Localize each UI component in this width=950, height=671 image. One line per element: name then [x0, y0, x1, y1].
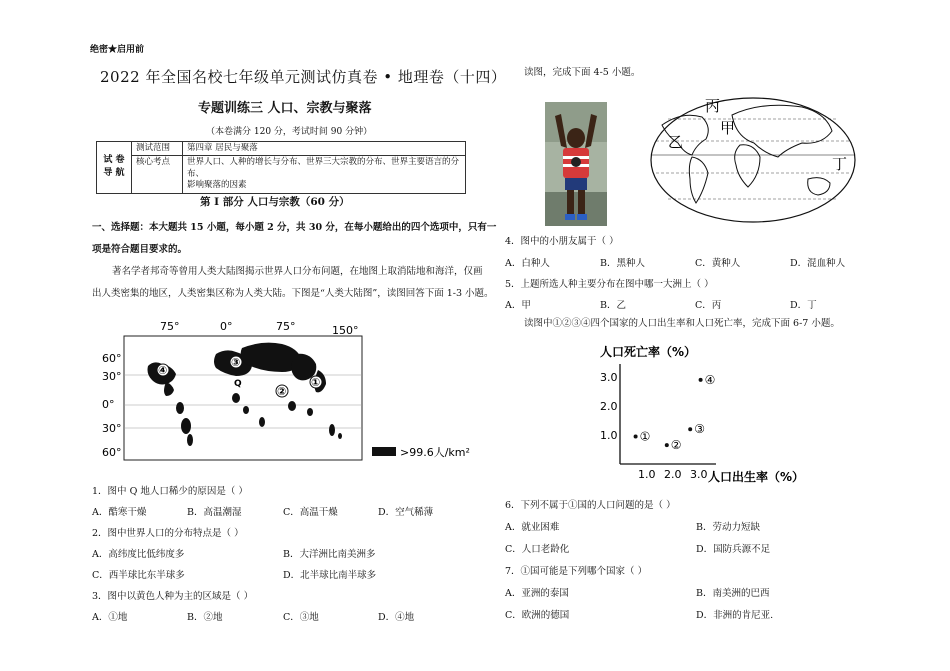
data-point-label: ③	[694, 422, 705, 437]
question-stem: 1．图中 Q 地人口稀少的原因是（ ）	[92, 486, 248, 497]
page-subtitle: 专题训练三 人口、宗教与聚落	[198, 101, 372, 116]
question-stem: 4．图中的小朋友属于（ ）	[505, 236, 619, 247]
option[interactable]: D．混血种人	[790, 258, 846, 269]
option[interactable]: A．就业困难	[505, 522, 560, 533]
legend-label: >99.6人/km²	[400, 446, 470, 459]
chart-ylabel: 人口死亡率（%）	[600, 345, 697, 359]
option[interactable]: D．空气稀薄	[378, 507, 434, 518]
chart-xlabel: 人口出生率（%）	[708, 470, 805, 484]
option[interactable]: D．国防兵源不足	[696, 544, 771, 555]
option[interactable]: B．劳动力短缺	[696, 522, 760, 533]
question-stem: 2．图中世界人口的分布特点是（ ）	[92, 528, 244, 539]
read-instruction-2: 读图中①②③④四个国家的人口出生率和人口死亡率，完成下面 6-7 小题。	[524, 318, 840, 329]
data-point	[634, 434, 638, 438]
lon-label: 75°	[276, 320, 296, 333]
option[interactable]: C．欧洲的德国	[505, 610, 570, 621]
y-tick-label: 3.0	[600, 371, 618, 384]
instructions-line1: 一、选择题：本大题共 15 小题，每小题 2 分，共 30 分，在每小题给出的四个选项中，只有一	[92, 222, 497, 233]
option[interactable]: B．黑种人	[600, 258, 645, 269]
y-tick-label: 2.0	[600, 400, 618, 413]
lat-label: 60°	[102, 352, 122, 365]
option[interactable]: C．西半球比东半球多	[92, 570, 185, 581]
data-point-label: ④	[704, 372, 716, 387]
map-marker: Q	[234, 379, 242, 389]
legend-swatch	[372, 447, 396, 456]
guide-row2-key: 核心考点	[132, 156, 183, 193]
lon-label: 150°	[332, 324, 359, 337]
guide-row1-value: 第四章 居民与聚落	[183, 142, 466, 156]
option[interactable]: C．③地	[283, 612, 319, 623]
data-point	[699, 378, 703, 382]
intro-line1: 著名学者邦奇等曾用人类大陆图揭示世界人口分布问题，在地图上取消陆地和海洋，仅画	[112, 266, 483, 277]
x-tick-label: 2.0	[664, 468, 682, 481]
option[interactable]: A．酷寒干燥	[92, 507, 147, 518]
option[interactable]: A．白种人	[505, 258, 550, 269]
option[interactable]: B．②地	[187, 612, 223, 623]
lat-label: 30°	[102, 370, 122, 383]
option[interactable]: C．丙	[695, 300, 722, 311]
lat-label: 60°	[102, 446, 122, 459]
map-marker: ②	[277, 385, 287, 398]
option[interactable]: C．人口老龄化	[505, 544, 570, 555]
question-stem: 6．下列不属于①国的人口问题的是（ ）	[505, 500, 676, 511]
option[interactable]: A．①地	[92, 612, 128, 623]
lon-label: 75°	[160, 320, 180, 333]
world-map	[648, 95, 858, 225]
map-marker: ①	[311, 376, 321, 389]
part1-heading: 第 I 部分 人口与宗教（60 分）	[200, 196, 350, 208]
option[interactable]: D．④地	[378, 612, 415, 623]
lon-label: 0°	[220, 320, 233, 333]
map-label-ding: 丁	[832, 155, 848, 173]
map-marker: ④	[158, 364, 168, 377]
instructions-line2: 项是符合题目要求的。	[92, 244, 188, 255]
option[interactable]: C．黄种人	[695, 258, 741, 269]
secret-mark: 绝密★启用前	[90, 45, 145, 55]
page-title: 2022 年全国名校七年级单元测试仿真卷 • 地理卷（十四）	[100, 68, 507, 86]
population-areas	[148, 343, 343, 446]
y-tick-label: 1.0	[600, 429, 618, 442]
map-marker: ③	[231, 356, 241, 369]
data-point-label: ①	[639, 429, 651, 444]
map-label-bing: 丙	[705, 97, 721, 115]
option[interactable]: A．亚洲的泰国	[505, 588, 569, 599]
option[interactable]: A．高纬度比低纬度多	[92, 549, 185, 560]
x-tick-label: 1.0	[638, 468, 656, 481]
human-continent-map	[96, 318, 476, 466]
map-label-yi: 乙	[668, 133, 684, 151]
data-point	[688, 427, 692, 431]
guide-row2-value: 世界人口、人种的增长与分布、世界三大宗教的分布、世界主要语言的分布、 影响聚落的因素	[183, 156, 466, 193]
option[interactable]: C．高温干燥	[283, 507, 338, 518]
lat-label: 30°	[102, 422, 122, 435]
guide-label: 试 卷 导 航	[97, 142, 132, 194]
option[interactable]: B．大洋洲比南美洲多	[283, 549, 376, 560]
x-tick-label: 3.0	[690, 468, 708, 481]
question-stem: 3．图中以黄色人种为主的区域是（ ）	[92, 591, 254, 602]
option[interactable]: A．甲	[505, 300, 531, 311]
option[interactable]: D．北半球比南半球多	[283, 570, 377, 581]
lat-label: 0°	[102, 398, 115, 411]
map-outline	[651, 98, 855, 222]
option[interactable]: B．乙	[600, 300, 626, 311]
map-label-jia: 甲	[720, 119, 736, 137]
intro-line2: 出人类密集的地区，人类密集区称为人类大陆。下图是“人类大陆图”，读图回答下面 1-3 小题。	[92, 288, 494, 299]
question-stem: 5．上题所选人种主要分布在图中哪一大洲上（ ）	[505, 279, 714, 290]
guide-table	[96, 141, 466, 194]
option[interactable]: D．丁	[790, 300, 817, 311]
score-note: （本卷满分 120 分，考试时间 90 分钟）	[206, 127, 373, 137]
data-point	[665, 443, 669, 447]
option[interactable]: B．南美洲的巴西	[696, 588, 770, 599]
data-point-label: ②	[670, 438, 682, 453]
option[interactable]: D．非洲的肯尼亚.	[696, 610, 774, 621]
child-photo	[545, 102, 607, 226]
read-instruction-1: 读图，完成下面 4-5 小题。	[524, 67, 641, 78]
guide-row1-key: 测试范围	[132, 142, 183, 156]
birth-death-rate-chart	[596, 340, 816, 485]
option[interactable]: B．高温潮湿	[187, 507, 242, 518]
question-stem: 7．①国可能是下列哪个国家（ ）	[505, 566, 648, 577]
